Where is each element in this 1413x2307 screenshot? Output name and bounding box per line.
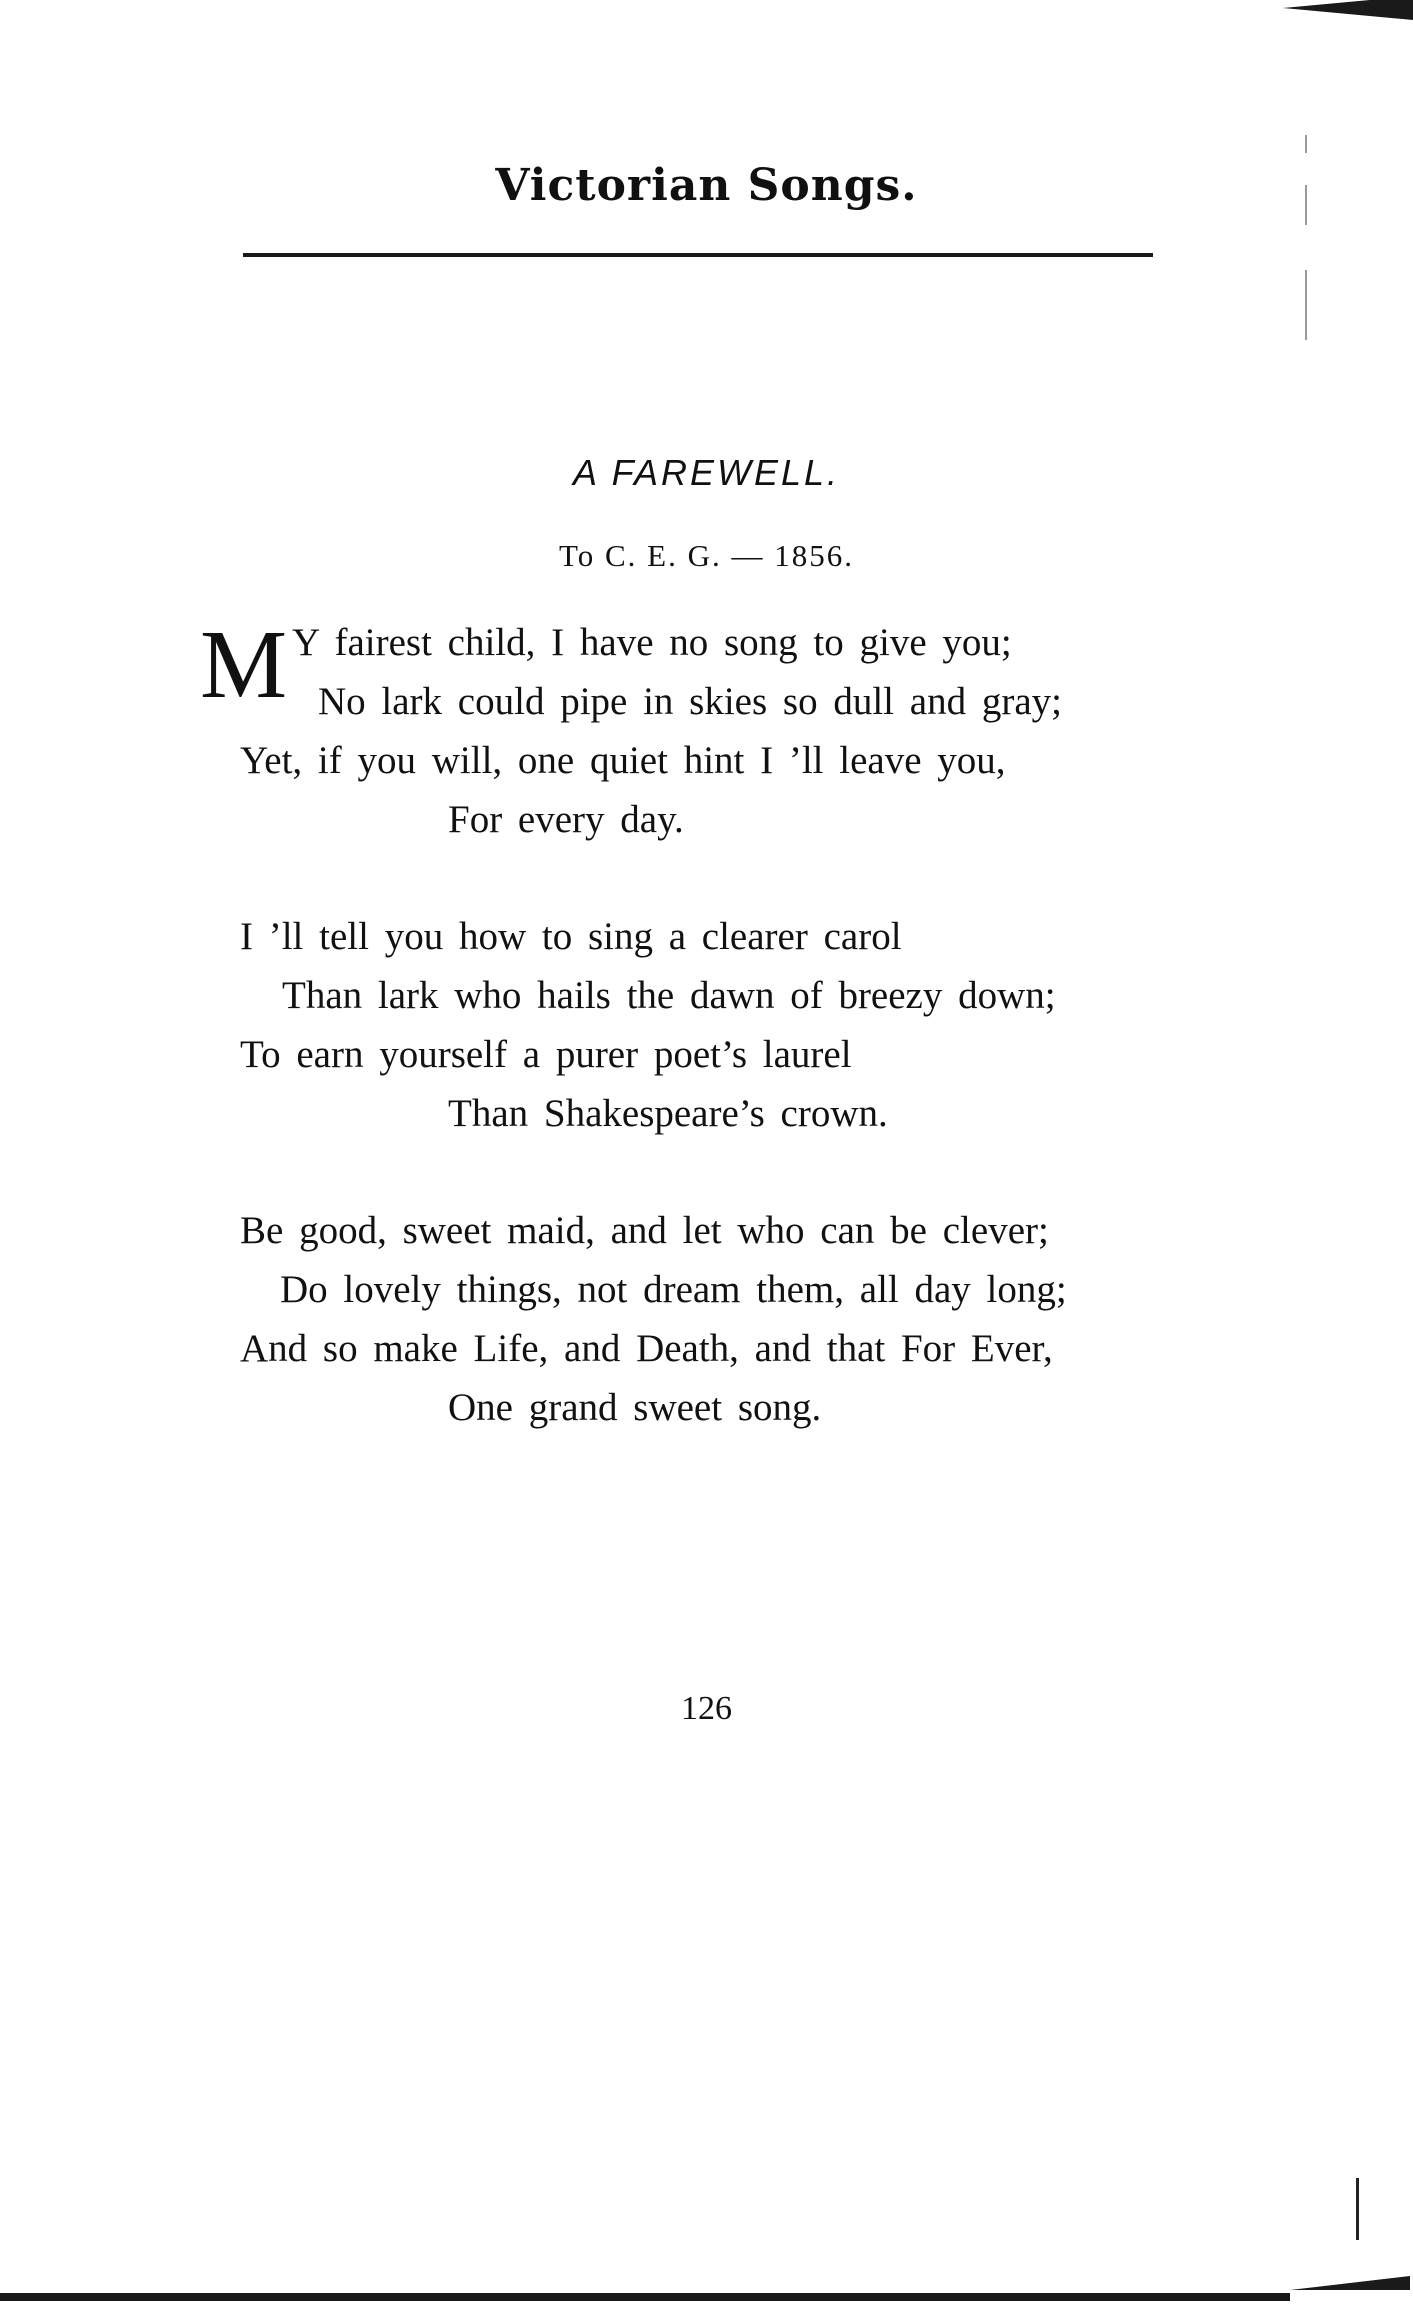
poem-dedication: To C. E. G. — 1856.: [558, 538, 855, 573]
poem-line: Yet, if you will, one quiet hint I ’ll leave you,: [240, 739, 1006, 782]
poem-line: One grand sweet song.: [448, 1386, 822, 1429]
drop-cap: M: [200, 611, 288, 719]
scan-edge-tick: [1305, 135, 1307, 153]
poem-line: Than lark who hails the dawn of breezy down;: [282, 974, 1056, 1017]
poem-line: Be good, sweet maid, and let who can be clever;: [240, 1209, 1049, 1252]
poem-line: Y fairest child, I have no song to give you;: [292, 621, 1012, 664]
poem-line: And so make Life, and Death, and that For Ever,: [240, 1327, 1053, 1370]
poem-line: No lark could pipe in skies so dull and gray;: [318, 680, 1062, 723]
header-rule: [243, 253, 1153, 257]
poem-line: Do lovely things, not dream them, all day long;: [280, 1268, 1067, 1311]
poem-title: A FAREWELL.: [572, 452, 841, 493]
poem-line: For every day.: [448, 798, 684, 841]
poem-line: I ’ll tell you how to sing a clearer carol: [240, 915, 902, 958]
scan-bottom-rule: [0, 2293, 1290, 2301]
poem-line: To earn yourself a purer poet’s laurel: [240, 1033, 852, 1076]
scan-mark-top: [1283, 0, 1413, 20]
scan-edge-tick: [1305, 270, 1307, 340]
poem-line: Than Shakespeare’s crown.: [448, 1092, 888, 1135]
scan-mark-vertical: [1356, 2178, 1359, 2240]
scan-mark-bottom: [1290, 2262, 1410, 2290]
running-head: Victorian Songs.: [495, 160, 918, 211]
page-number: 126: [681, 1690, 732, 1727]
